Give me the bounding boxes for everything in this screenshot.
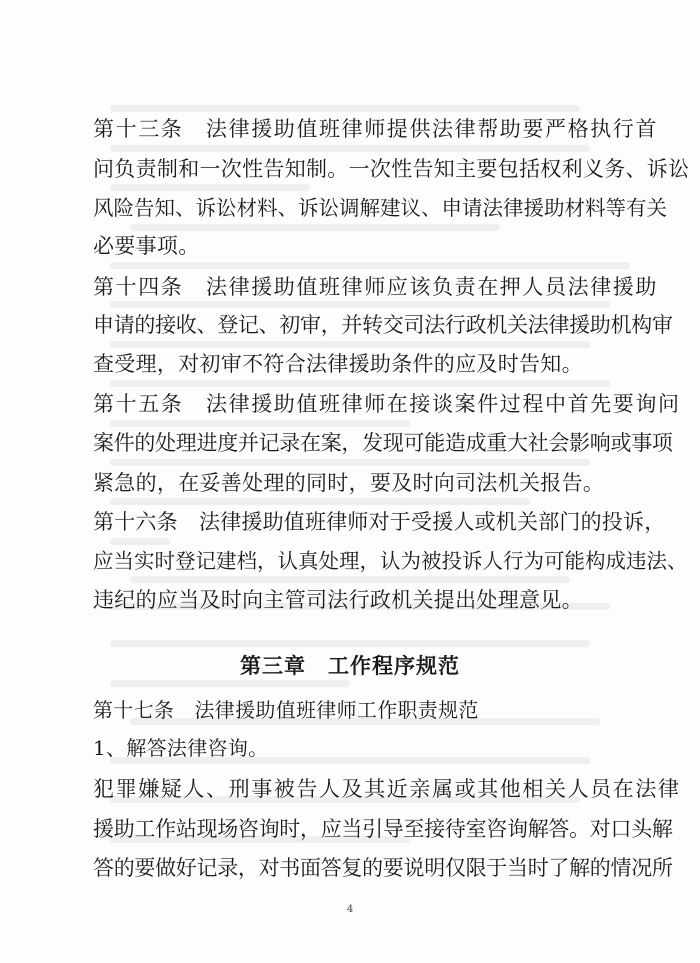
paragraph-line: 必要事项。	[93, 234, 200, 258]
paragraph-line: 援助工作站现场咨询时，应当引导至接待室咨询解答。对口头解	[93, 817, 673, 841]
list-item: 1、解答法律咨询。	[93, 736, 269, 760]
paragraph-line: 第十三条 法律援助值班律师提供法律帮助要严格执行首	[93, 117, 658, 141]
paragraph-line: 第十六条 法律援助值班律师对于受援人或机关部门的投诉，	[93, 510, 666, 534]
paragraph-line: 答的要做好记录，对书面答复的要说明仅限于当时了解的情况所	[93, 856, 673, 880]
paragraph-line: 申请的接收、登记、初审，并转交司法行政机关法律援助机构审	[93, 313, 673, 337]
paragraph-line: 紧急的，在妥善处理的同时，要及时向司法机关报告。	[93, 471, 605, 495]
paragraph-line: 第十四条 法律援助值班律师应该负责在押人员法律援助	[93, 275, 658, 299]
chapter-title: 第三章 工作程序规范	[240, 654, 460, 678]
page-number: 4	[346, 904, 354, 915]
paragraph-line: 风险告知、诉讼材料、诉讼调解建议、申请法律援助材料等有关	[93, 196, 667, 220]
article-heading: 第十七条 法律援助值班律师工作职责规范	[93, 698, 479, 722]
paragraph-line: 犯罪嫌疑人、刑事被告人及其近亲属或其他相关人员在法律	[93, 777, 681, 801]
paragraph-line: 违纪的应当及时向主管司法行政机关提出处理意见。	[93, 588, 583, 612]
paragraph-line: 查受理，对初审不符合法律援助条件的应及时告知。	[93, 352, 583, 376]
paragraph-line: 第十五条 法律援助值班律师在接谈案件过程中首先要询问	[93, 392, 681, 416]
paragraph-line: 应当实时登记建档，认真处理，认为被投诉人行为可能构成违法、	[93, 549, 688, 573]
paragraph-line: 案件的处理进度并记录在案，发现可能造成重大社会影响或事项	[93, 431, 673, 455]
paragraph-line: 问负责制和一次性告知制。一次性告知主要包括权利义务、诉讼	[93, 157, 690, 181]
